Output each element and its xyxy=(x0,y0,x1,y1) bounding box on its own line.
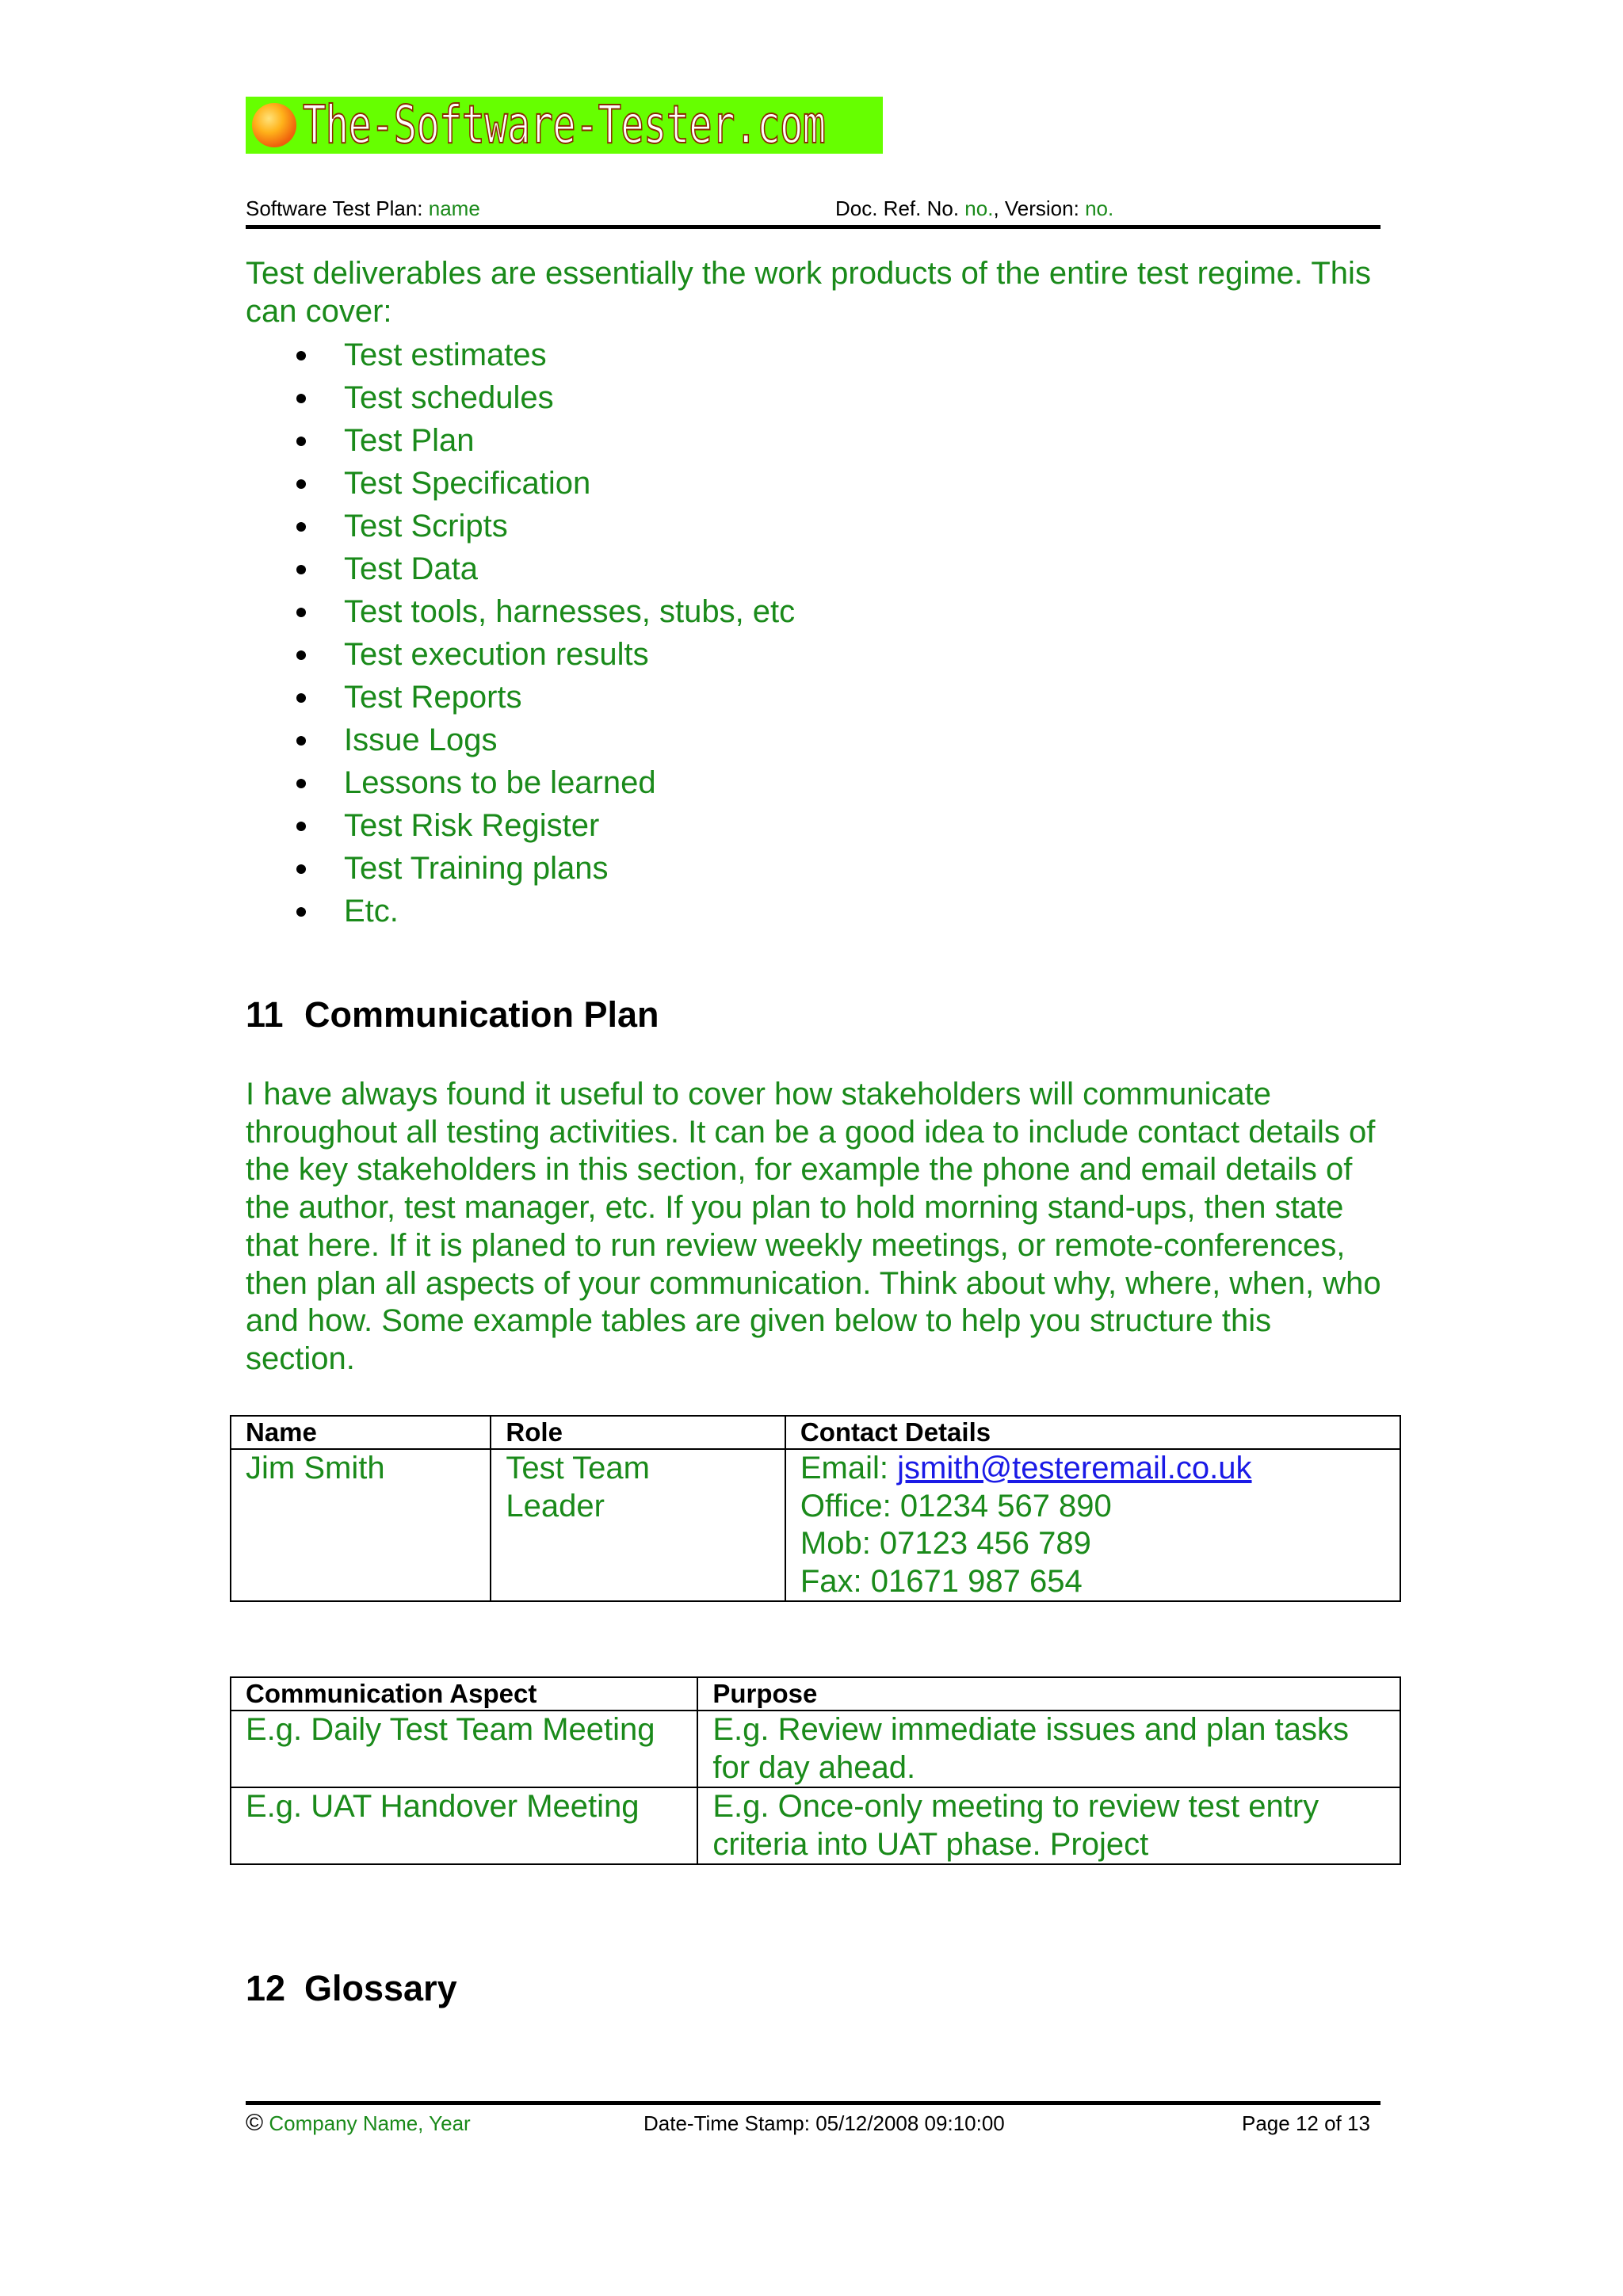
comm-aspect: E.g. UAT Handover Meeting xyxy=(231,1787,697,1864)
list-item: Test Reports xyxy=(246,676,795,719)
list-item: Lessons to be learned xyxy=(246,761,795,804)
bullet-icon xyxy=(296,779,306,788)
bullet-icon xyxy=(296,650,306,660)
contact-name: Jim Smith xyxy=(231,1449,491,1601)
contact-email-line: Email: jsmith@testeremail.co.uk xyxy=(800,1451,1252,1486)
communication-table xyxy=(230,1676,1401,1865)
column-header: Communication Aspect xyxy=(231,1677,697,1711)
section-number: 12 xyxy=(246,1968,286,2008)
column-header: Contact Details xyxy=(785,1416,1400,1449)
list-item: Issue Logs xyxy=(246,719,795,761)
deliverables-intro: Test deliverables are essentially the work products of the entire test regime. This can cover: xyxy=(246,256,1371,329)
list-item: Test Training plans xyxy=(246,847,795,890)
list-item: Test Risk Register xyxy=(246,804,795,847)
list-item: Etc. xyxy=(246,890,795,933)
footer-company: Company Name, Year xyxy=(263,2111,471,2135)
list-item: Test Specification xyxy=(246,462,795,505)
header-plan-label: Software Test Plan: xyxy=(246,196,429,220)
site-logo xyxy=(246,94,883,155)
bullet-icon xyxy=(296,608,306,617)
list-item: Test estimates xyxy=(246,334,795,376)
section-title: Glossary xyxy=(304,1968,457,2008)
header-docref-value: no. xyxy=(964,196,994,220)
footer-divider xyxy=(246,2101,1381,2105)
list-item: Test schedules xyxy=(246,376,795,419)
bullet-icon xyxy=(296,479,306,489)
footer-page-number: Page 12 of 13 xyxy=(1242,2111,1370,2135)
table-row xyxy=(231,1449,1400,1601)
contact-table xyxy=(230,1415,1401,1602)
section-title: Communication Plan xyxy=(304,994,659,1035)
footer-timestamp: Date-Time Stamp: 05/12/2008 09:10:00 xyxy=(643,2111,1005,2135)
bullet-icon xyxy=(296,736,306,746)
section-12-heading xyxy=(246,1968,457,2009)
bullet-icon xyxy=(296,522,306,532)
footer-copyright xyxy=(246,2111,471,2135)
list-item: Test tools, harnesses, stubs, etc xyxy=(246,590,795,633)
table-header-row xyxy=(231,1416,1400,1449)
bullet-icon xyxy=(296,437,306,446)
logo-ball-icon xyxy=(252,103,296,147)
contact-mob: Mob: 07123 456 789 xyxy=(800,1526,1091,1561)
bullet-icon xyxy=(296,907,306,917)
list-item: Test Data xyxy=(246,547,795,590)
header-plan xyxy=(246,196,480,220)
section-11-heading xyxy=(246,994,659,1035)
column-header: Name xyxy=(231,1416,491,1449)
header-version-label: , Version: xyxy=(993,196,1086,220)
list-item: Test Plan xyxy=(246,419,795,462)
table-row xyxy=(231,1787,1400,1864)
section-11-paragraph: I have always found it useful to cover how stakeholders will communicate throughout all testing activities. It can be a good idea to include contact details of the key stakeholders in this section, for example the phone and email details of the author, test manager, etc. If you plan to hold morning stand-ups, then state that here. If it is planed to run review weekly meetings, or remote-conferences, then plan all aspects of your communication. Think about why, where, when, who and how. Some example tables are given below to help you structure this section. xyxy=(246,1077,1381,1376)
table-header-row xyxy=(231,1677,1400,1711)
bullet-icon xyxy=(296,864,306,874)
column-header: Role xyxy=(491,1416,785,1449)
bullet-icon xyxy=(296,693,306,703)
contact-office: Office: 01234 567 890 xyxy=(800,1488,1112,1524)
table-row xyxy=(231,1711,1400,1787)
contact-details xyxy=(785,1449,1400,1601)
deliverables-list xyxy=(246,334,795,933)
header-docref-label: Doc. Ref. No. xyxy=(835,196,965,220)
bullet-icon xyxy=(296,565,306,574)
comm-purpose: E.g. Review immediate issues and plan tasks for day ahead. xyxy=(697,1711,1400,1787)
copyright-icon: © xyxy=(246,2110,264,2136)
contact-role: Test Team Leader xyxy=(491,1449,785,1601)
bullet-icon xyxy=(296,822,306,831)
list-item: Test Scripts xyxy=(246,505,795,547)
comm-purpose: E.g. Once-only meeting to review test entry criteria into UAT phase. Project xyxy=(697,1787,1400,1864)
header-version-value: no. xyxy=(1085,196,1114,220)
email-link[interactable]: jsmith@testeremail.co.uk xyxy=(897,1451,1252,1486)
bullet-icon xyxy=(296,394,306,403)
contact-fax: Fax: 01671 987 654 xyxy=(800,1563,1083,1599)
bullet-icon xyxy=(296,351,306,360)
header-plan-value: name xyxy=(428,196,480,220)
header-divider xyxy=(246,225,1381,229)
logo-text: The-Software-Tester.com xyxy=(303,94,826,155)
column-header: Purpose xyxy=(697,1677,1400,1711)
header-docref xyxy=(835,196,1113,220)
comm-aspect: E.g. Daily Test Team Meeting xyxy=(231,1711,697,1787)
list-item: Test execution results xyxy=(246,633,795,676)
section-number: 11 xyxy=(246,994,284,1035)
